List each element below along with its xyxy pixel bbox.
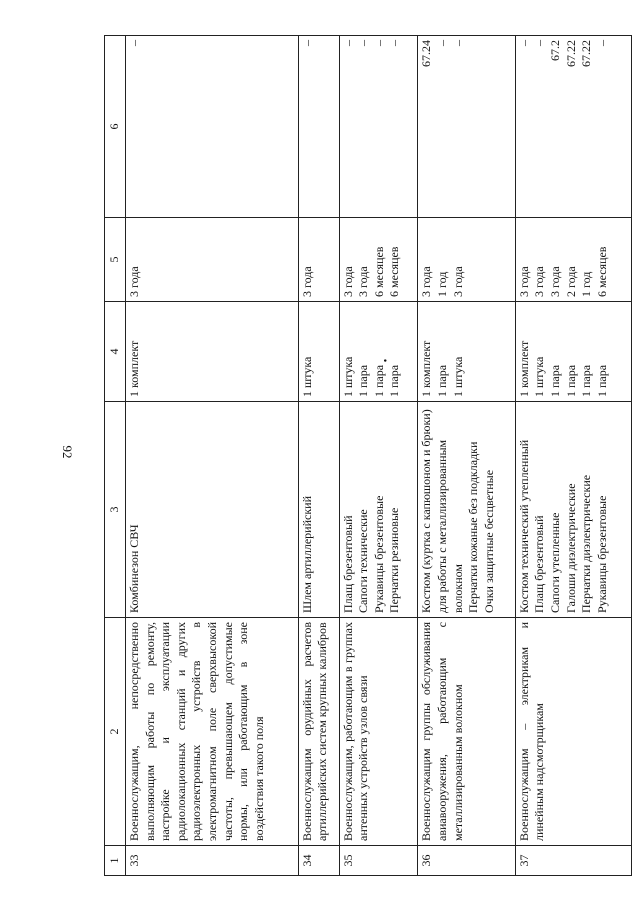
item-name: Галоши диэлектрические (563, 483, 578, 613)
item-quantity: 1 штука (299, 356, 314, 397)
item-term: 3 года (299, 266, 314, 297)
row-number: 36 (418, 846, 515, 876)
item-quantity: 1 пара (371, 364, 386, 397)
item-norm: 67.2 (547, 40, 562, 61)
item-quantity: 1 комплект (127, 340, 141, 397)
item-quantity-cell (515, 302, 631, 402)
row-category: Военнослужащим, непосредственно выполняющим работы по ремонту, настройке и эксплуатации радиолокационных станций и других радиоэлектронных устройств в электромагнитном поле сверхвысокой частоты, превышающем допустимые нормы, или работающим в зоне воздействия такого поля (126, 618, 299, 846)
item-term-cell (126, 218, 299, 302)
item-norm: – (356, 40, 371, 46)
item-name: Рукавицы брезентовые (371, 495, 386, 613)
item-term: 3 года (532, 266, 547, 297)
table-row (418, 36, 515, 876)
item-name: Плащ брезентовый (340, 515, 355, 613)
item-term: 3 года (340, 266, 355, 297)
item-quantity-cell (126, 302, 299, 402)
item-name-cell (298, 402, 339, 618)
item-term: 3 года (516, 266, 531, 297)
item-norm: 67.22 (563, 40, 578, 67)
item-name-cell (515, 402, 631, 618)
item-norm-cell (126, 36, 299, 218)
item-term: 6 месяцев (371, 246, 386, 297)
item-name-cell (339, 402, 418, 618)
table-row (126, 36, 299, 876)
row-number: 33 (126, 846, 299, 876)
item-norm-cell (298, 36, 339, 218)
item-name: Плащ брезентовый (532, 515, 547, 613)
item-norm: – (434, 40, 449, 46)
item-name: Рукавицы брезентовые (594, 495, 609, 613)
table-row (298, 36, 339, 876)
item-norm: – (387, 40, 402, 46)
scan-mark: • (378, 358, 390, 363)
header-col-3: 3 (105, 402, 126, 618)
item-norm: – (450, 40, 465, 46)
item-quantity: 1 пара (579, 364, 594, 397)
item-name-cell (126, 402, 299, 618)
header-col-1: 1 (105, 846, 126, 876)
item-term-cell (298, 218, 339, 302)
row-category: Военнослужащим, работающим в группах антенных устройств узлов связи (339, 618, 418, 846)
item-name: Перчатки диэлектрические (579, 474, 594, 613)
item-term: 3 года (356, 266, 371, 297)
item-quantity: 1 пара (547, 364, 562, 397)
item-norm: – (532, 40, 547, 46)
item-norm-cell (515, 36, 631, 218)
item-name: Перчатки кожаные без подкладки (466, 441, 481, 613)
row-number: 37 (515, 846, 631, 876)
item-norm: – (594, 40, 609, 46)
item-term: 1 год (579, 271, 594, 297)
row-number: 35 (339, 846, 418, 876)
row-category: Военнослужащим орудийных расчетов артиллерийских систем крупных калибров (298, 618, 339, 846)
item-quantity-cell (339, 302, 418, 402)
header-col-5: 5 (105, 218, 126, 302)
item-norm: – (299, 40, 314, 46)
item-norm-cell (339, 36, 418, 218)
item-term-cell (418, 218, 515, 302)
item-quantity: 1 комплект (516, 340, 531, 397)
row-number: 34 (298, 846, 339, 876)
item-quantity: 1 пара (434, 364, 449, 397)
item-quantity: 1 пара (387, 364, 402, 397)
item-name: Костюм технический утепленный (516, 439, 531, 613)
item-norm: – (516, 40, 531, 46)
table-row (515, 36, 631, 876)
item-name-cell (418, 402, 515, 618)
item-term: 3 года (547, 266, 562, 297)
item-name: Сапоги технические (356, 509, 371, 613)
header-col-6: 6 (105, 36, 126, 218)
item-quantity: 1 штука (340, 356, 355, 397)
header-row (105, 36, 126, 876)
rotated-table-container (104, 36, 632, 876)
item-name: Перчатки резиновые (387, 507, 402, 613)
item-term-cell (339, 218, 418, 302)
item-norm: 67.22 (579, 40, 594, 67)
item-quantity: 1 комплект (419, 340, 434, 397)
item-term: 6 месяцев (387, 246, 402, 297)
item-quantity: 1 пара (594, 364, 609, 397)
row-category: Военнослужащим – электрикам и линейным надсмотрщикам (515, 618, 631, 846)
item-norm: – (340, 40, 355, 46)
item-term: 3 года (419, 266, 434, 297)
item-norm-cell (418, 36, 515, 218)
item-quantity: 1 пара (356, 364, 371, 397)
header-col-2: 2 (105, 618, 126, 846)
item-norm: – (371, 40, 386, 46)
item-name: Шлем артиллерийский (299, 496, 314, 613)
item-name: Костюм (куртка с капюшоном и брюки) для работы с металлизированным волокном (419, 409, 465, 613)
item-name: Комбинезон СВЧ (127, 524, 141, 613)
item-term: 3 года (127, 266, 141, 297)
item-term: 6 месяцев (594, 246, 609, 297)
item-term: 2 года (563, 266, 578, 297)
row-category: Военнослужащим группы обслуживания авиавооружения, работающим с металлизированным волокном (418, 618, 515, 846)
table-row (339, 36, 418, 876)
item-quantity-cell (298, 302, 339, 402)
item-term-cell (515, 218, 631, 302)
page-number: 92 (60, 445, 75, 459)
item-term: 3 года (450, 266, 465, 297)
item-name: Сапоги утепленные (547, 512, 562, 613)
item-quantity: 1 штука (532, 356, 547, 397)
table-body (126, 36, 632, 876)
item-quantity: 1 штука (450, 356, 465, 397)
equipment-norms-table (104, 35, 632, 876)
header-col-4: 4 (105, 302, 126, 402)
item-quantity: 1 пара (563, 364, 578, 397)
item-term: 1 год (434, 271, 449, 297)
item-name: Очки защитные бесцветные (481, 469, 496, 613)
item-norm: – (127, 40, 141, 46)
item-norm: 67.24 (419, 40, 434, 67)
item-quantity-cell (418, 302, 515, 402)
